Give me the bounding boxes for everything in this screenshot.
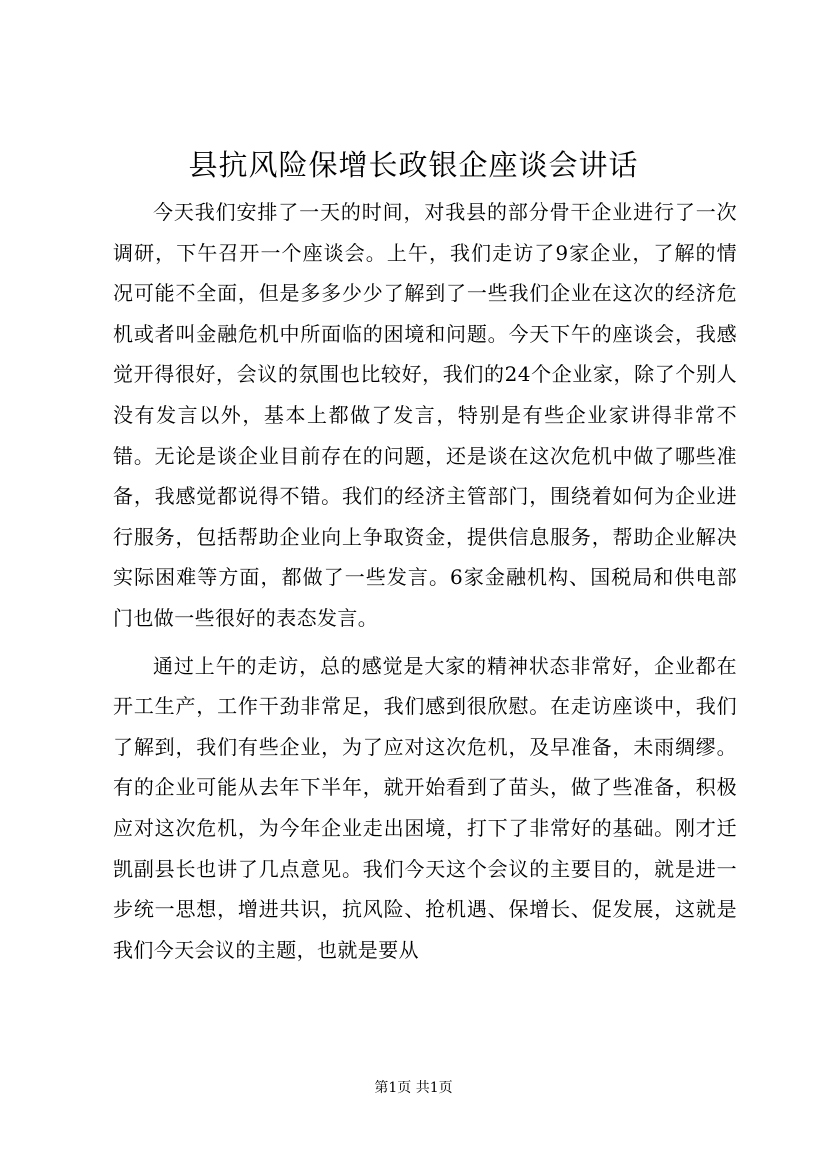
- document-title: 县抗风险保增长政银企座谈会讲话: [188, 148, 639, 182]
- document-body: [113, 192, 737, 970]
- page-footer: [0, 1078, 827, 1098]
- paragraph-2: 通过上午的走访，总的感觉是大家的精神状态非常好，企业都在开工生产，工作干劲非常足，我们感到很欣慰。在走访座谈中，我们了解到，我们有些企业，为了应对这次危机，及早准备，未雨绸缪。有的企业可能从去年下半年，就开始看到了苗头，做了些准备，积极应对这次危机，为今年企业走出困境，打下了非常好的基础。刚才迁凯副县长也讲了几点意见。我们今天这个会议的主要目的，就是进一步统一思想，增进共识，抗风险、抢机遇、保增长、促发展，这就是我们今天会议的主题，也就是要从: [113, 653, 737, 962]
- page-number-label: 第1页 共1页: [374, 1080, 453, 1096]
- paragraph-1: 今天我们安排了一天的时间，对我县的部分骨干企业进行了一次调研，下午召开一个座谈会。上午，我们走访了9家企业，了解的情况可能不全面，但是多多少少了解到了一些我们企业在这次的经济危机或者叫金融危机中所面临的困境和问题。今天下午的座谈会，我感觉开得很好，会议的氛围也比较好，我们的24个企业家，除了个别人没有发言以外，基本上都做了发言，特别是有些企业家讲得非常不错。无论是谈企业目前存在的问题，还是谈在这次危机中做了哪些准备，我感觉都说得不错。我们的经济主管部门，围绕着如何为企业进行服务，包括帮助企业向上争取资金，提供信息服务，帮助企业解决实际困难等方面，都做了一些发言。6家金融机构、国税局和供电部门也做一些很好的表态发言。: [113, 200, 737, 630]
